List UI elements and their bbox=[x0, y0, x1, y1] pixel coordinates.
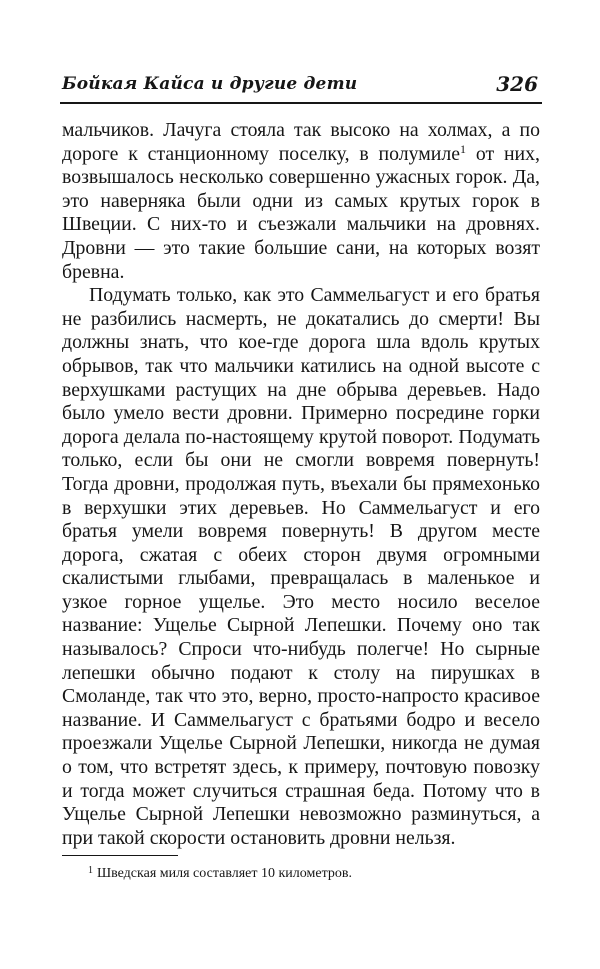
running-title: Бойкая Кайса и другие дети bbox=[62, 74, 358, 94]
page-number: 326 bbox=[496, 72, 538, 96]
header-rule bbox=[60, 102, 542, 104]
paragraph-1 bbox=[62, 119, 540, 284]
footnote bbox=[88, 862, 352, 883]
paragraph-1-text-end: от них, возвышалось несколько совершенно ужасных горок. Да, это наверняка были одни из самых крутых горок в Швеции. С них-то и съезжали мальчики на дровнях. Дровни — это такие большие сани, на которых возят бревна. bbox=[62, 142, 540, 283]
footnote-rule bbox=[62, 855, 178, 856]
paragraph-1-text-start: мальчиков. Лачуга стояла так высоко на холмах, а по дороге к станционному поселку, в полумиле bbox=[62, 119, 540, 165]
paragraph-2: Подумать только, как это Саммельагуст и его братья не разбились насмерть, не докатались до смерти! Вы должны знать, что кое-где дорога шла вдоль крутых обрывов, так что мальчики катились на одной высоте с верхушками растущих на дне обрыва деревьев. Надо было умело вести дровни. Примерно посредине горки дорога делала по-настоящему крутой поворот. Подумать только, если бы они не смогли вовремя повернуть! Тогда дровни, продолжая путь, въехали бы прямехонько в верхушки этих деревьев. Но Саммельагуст и его братья умели вовремя повернуть! В другом месте дорога, сжатая с обеих сторон двумя огромными скалистыми глыбами, превращалась в маленькое и узкое горное ущелье. Это место носило веселое название: Ущелье Сырной Лепешки. Почему оно так называлось? Спроси что-нибудь полегче! Но сырные лепешки обычно подают к столу на пирушках в Смоланде, так что это, верно, просто-напросто красивое название. И Саммельагуст с братьями бодро и весело проезжали Ущелье Сырной Лепешки, никогда не думая о том, что встретят здесь, к примеру, почтовую повозку и тогда может случиться страшная беда. Потому что в Ущелье Сырной Лепешки невозможно разминуться, а при такой скорости остановить дровни нельзя. bbox=[62, 284, 540, 849]
footnote-text: Шведская миля составляет 10 километров. bbox=[97, 866, 352, 881]
body-text bbox=[62, 119, 540, 850]
footnote-number: 1 bbox=[88, 865, 93, 876]
running-head bbox=[60, 72, 542, 100]
footnote-reference: 1 bbox=[460, 141, 467, 156]
